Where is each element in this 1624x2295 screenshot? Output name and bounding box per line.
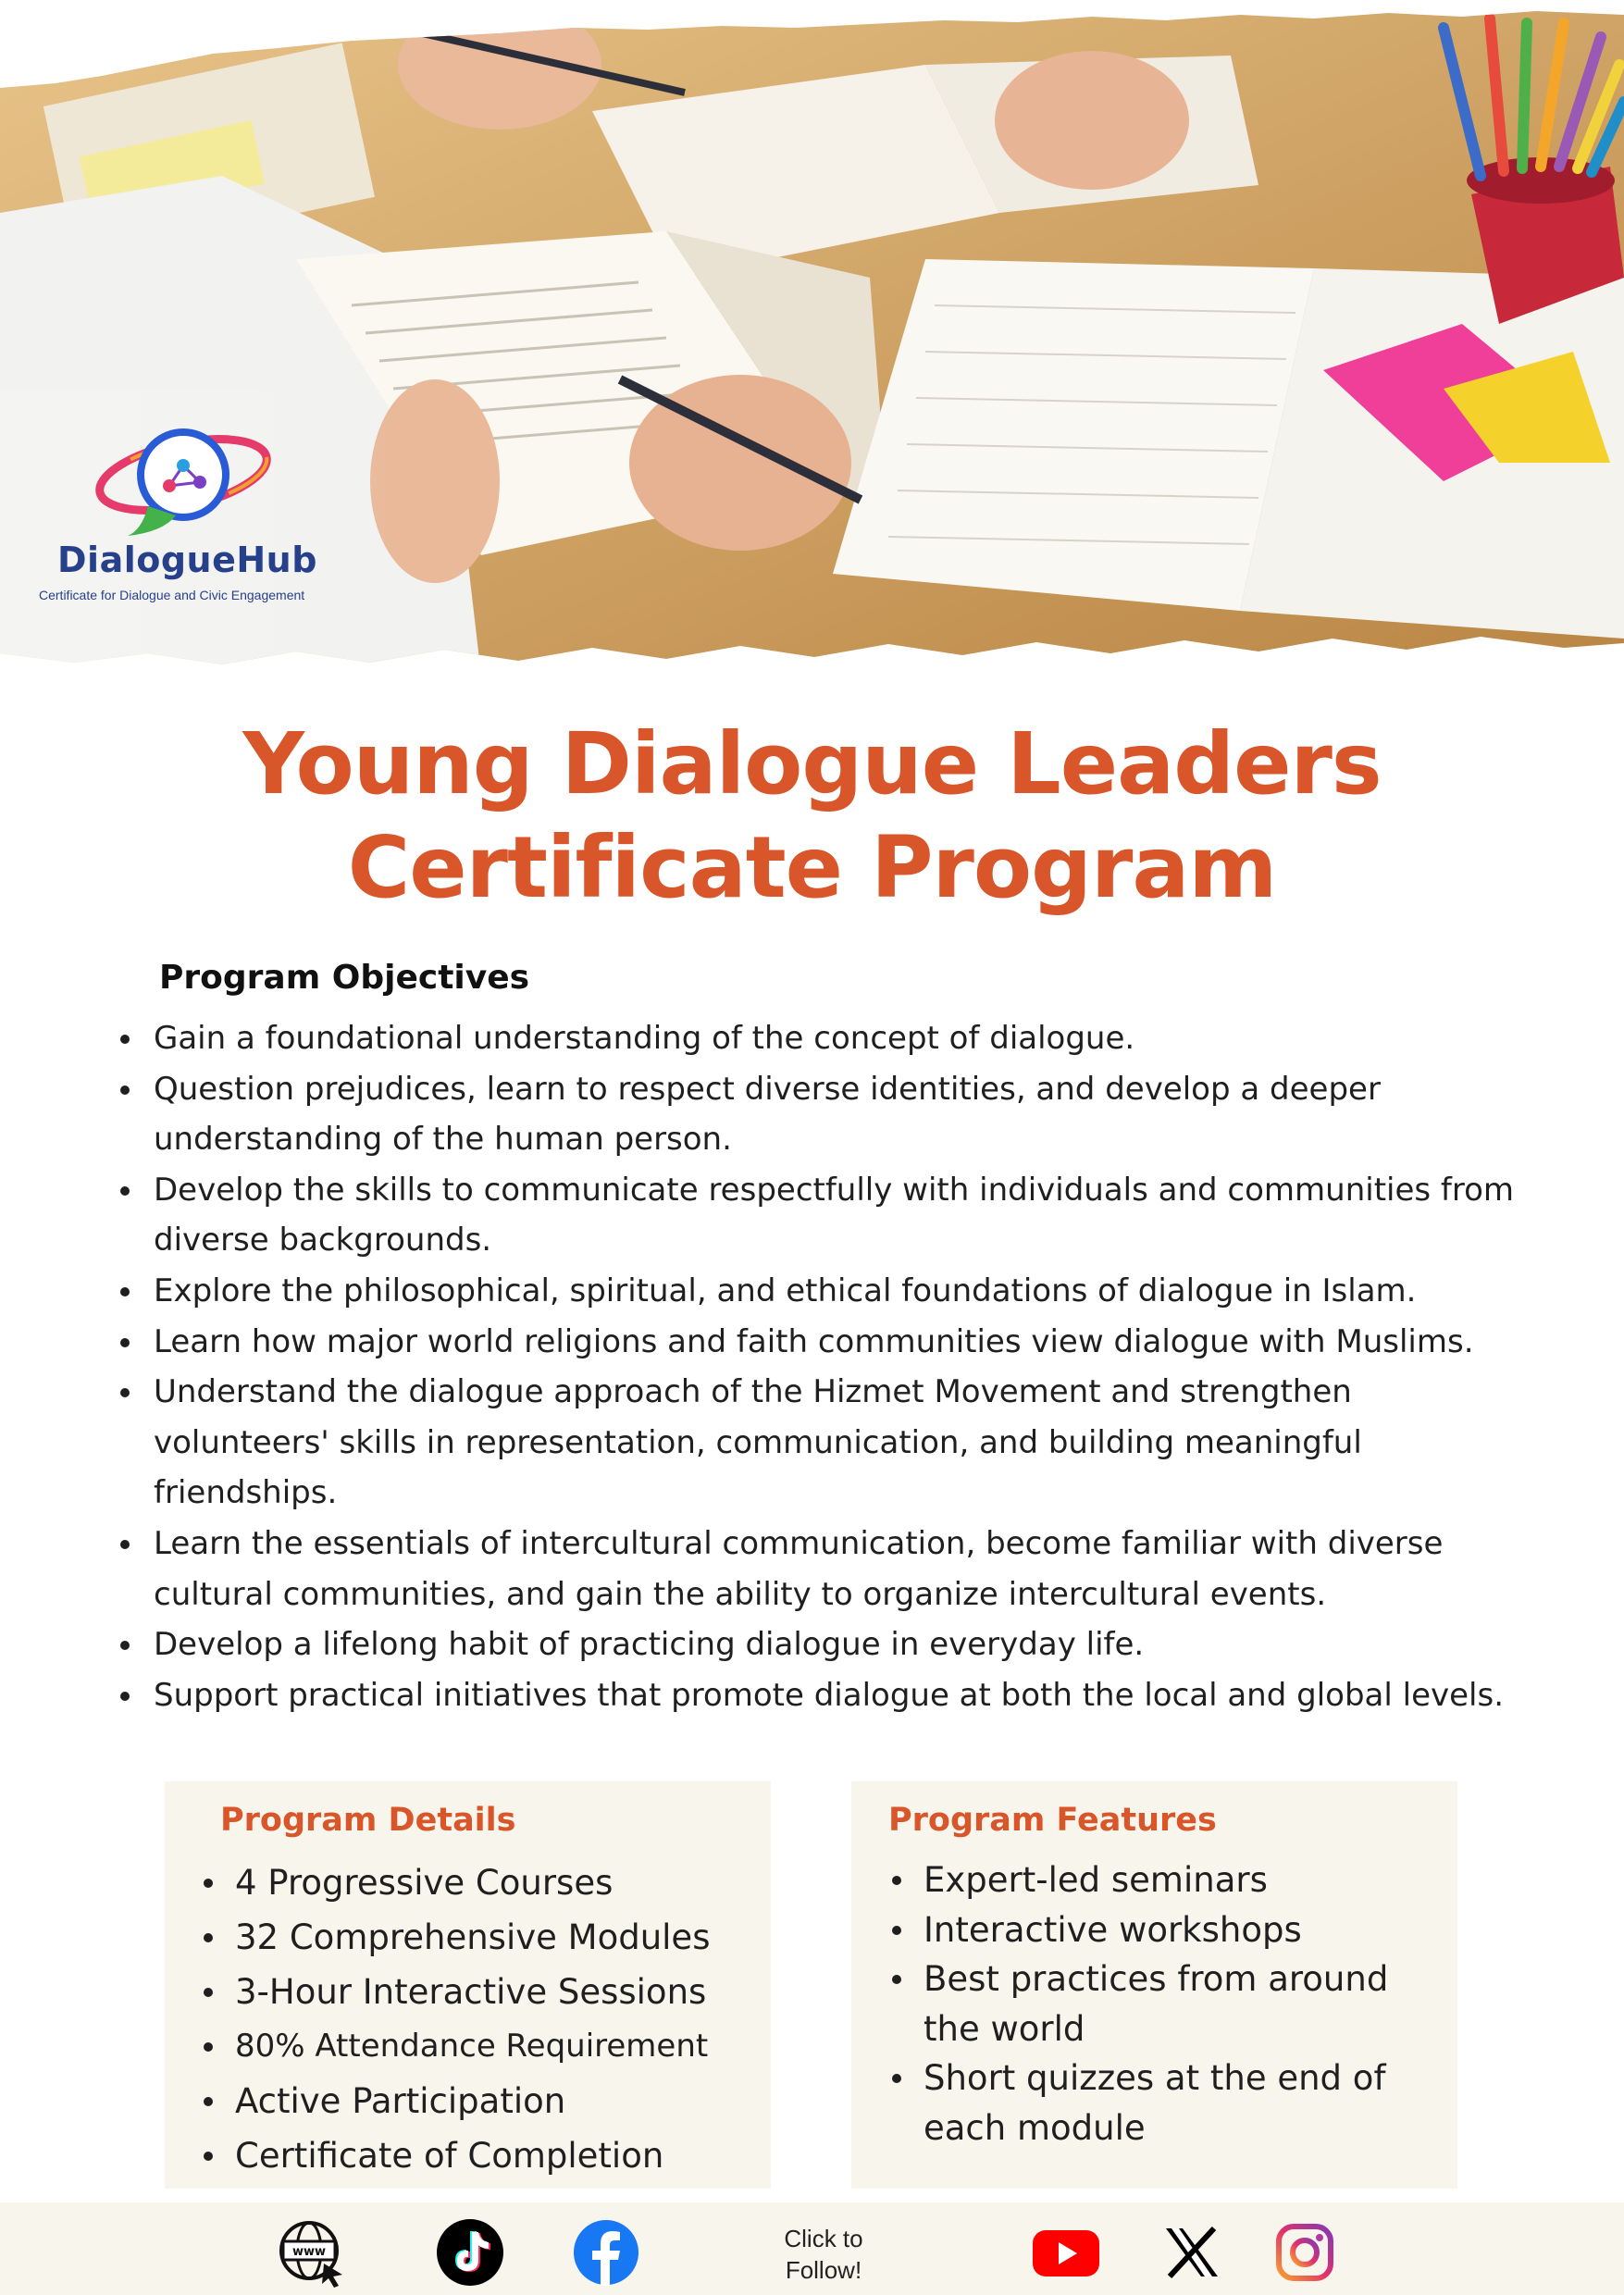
program-details-list bbox=[200, 1855, 710, 2183]
list-item: Short quizzes at the end of each module bbox=[888, 2053, 1444, 2152]
youtube-icon[interactable] bbox=[1031, 2217, 1101, 2288]
list-item: Gain a foundational understanding of the concept of dialogue. bbox=[118, 1013, 1534, 1064]
hero-image bbox=[0, 0, 1624, 676]
follow-prompt: Click to Follow! bbox=[784, 2225, 863, 2284]
list-item: Expert-led seminars bbox=[888, 1855, 1444, 1905]
page-title bbox=[0, 713, 1624, 920]
program-details-heading: Program Details bbox=[220, 1802, 516, 1839]
list-item: Interactive workshops bbox=[888, 1905, 1444, 1955]
list-item: Develop a lifelong habit of practicing dialogue in everyday life. bbox=[118, 1619, 1534, 1670]
website-icon[interactable] bbox=[276, 2217, 346, 2288]
list-item: 3-Hour Interactive Sessions bbox=[200, 1965, 710, 2019]
list-item: 32 Comprehensive Modules bbox=[200, 1910, 710, 1965]
program-details-panel bbox=[165, 1781, 771, 2189]
title-line-1: Young Dialogue Leaders bbox=[242, 714, 1382, 813]
logo-tagline: Certificate for Dialogue and Civic Engagement bbox=[39, 588, 305, 602]
instagram-icon[interactable] bbox=[1270, 2217, 1340, 2288]
title-line-2: Certificate Program bbox=[347, 818, 1277, 917]
facebook-icon[interactable] bbox=[571, 2217, 641, 2288]
list-item: Explore the philosophical, spiritual, and ethical foundations of dialogue in Islam. bbox=[118, 1266, 1534, 1317]
footer-social-bar bbox=[0, 2202, 1624, 2295]
logo bbox=[35, 421, 350, 615]
logo-name: DialogueHub bbox=[57, 540, 317, 580]
list-item: Best practices from around the world bbox=[888, 1954, 1444, 2053]
program-features-list bbox=[888, 1855, 1444, 2152]
program-features-panel bbox=[851, 1781, 1457, 2189]
list-item: Active Participation bbox=[200, 2074, 710, 2128]
list-item: Learn the essentials of intercultural communication, become familiar with diverse cultural communities, and gain the ability to organize intercultural events. bbox=[118, 1519, 1534, 1619]
list-item: Develop the skills to communicate respectfully with individuals and communities from diverse backgrounds. bbox=[118, 1165, 1534, 1266]
x-icon[interactable] bbox=[1157, 2217, 1227, 2288]
list-item: Understand the dialogue approach of the Hizmet Movement and strengthen volunteers' skills in representation, communication, and building meaningful friendships. bbox=[118, 1367, 1534, 1519]
list-item: 80% Attendance Requirement bbox=[200, 2019, 710, 2074]
website-icon-label: www bbox=[291, 2245, 327, 2259]
objectives-heading: Program Objectives bbox=[159, 959, 530, 997]
list-item: Support practical initiatives that promote dialogue at both the local and global levels. bbox=[118, 1670, 1534, 1721]
tiktok-icon[interactable] bbox=[435, 2217, 505, 2288]
logo-mark-icon bbox=[91, 421, 285, 541]
objectives-list bbox=[118, 1013, 1534, 1720]
list-item: Learn how major world religions and faith communities view dialogue with Muslims. bbox=[118, 1317, 1534, 1368]
list-item: 4 Progressive Courses bbox=[200, 1855, 710, 1910]
list-item: Certificate of Completion bbox=[200, 2128, 710, 2183]
list-item: Question prejudices, learn to respect diverse identities, and develop a deeper understanding of the human person. bbox=[118, 1064, 1534, 1165]
program-features-heading: Program Features bbox=[888, 1802, 1217, 1839]
